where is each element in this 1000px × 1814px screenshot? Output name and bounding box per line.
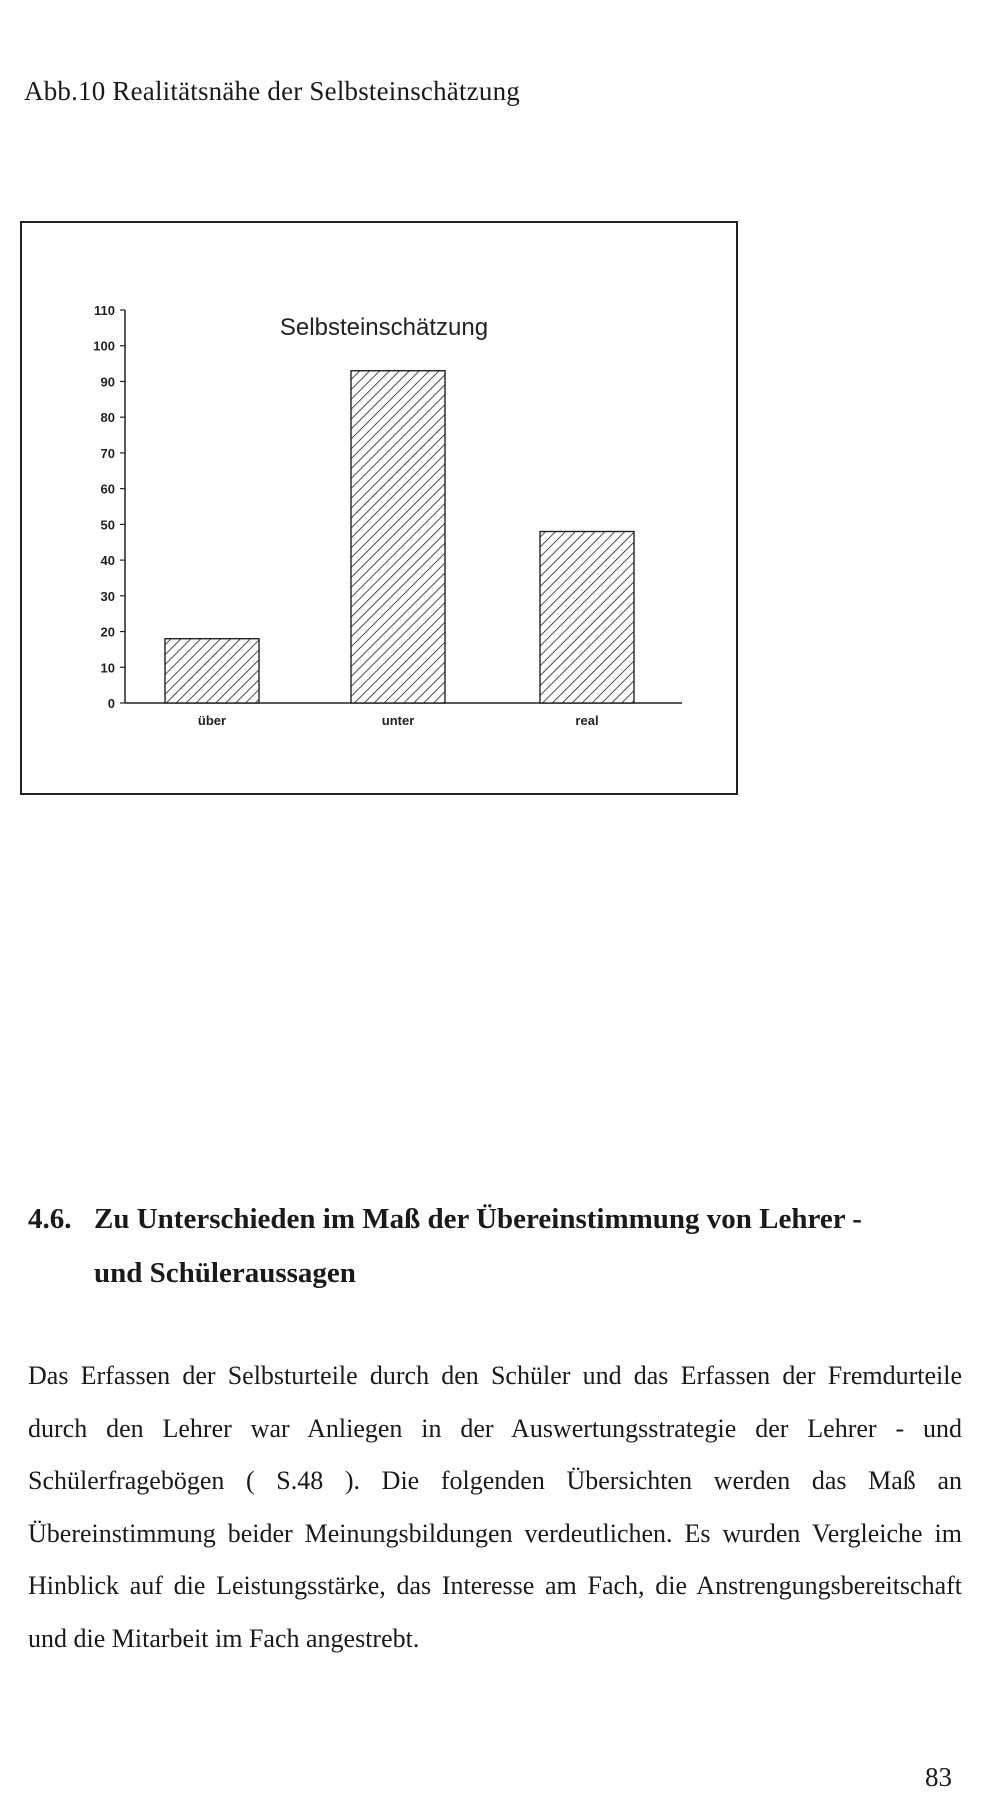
bar-über (165, 639, 259, 703)
x-tick-label: unter (381, 713, 415, 728)
bar-unter (351, 371, 445, 703)
y-tick-label: 10 (100, 660, 115, 676)
figure-caption: Abb.10 Realitätsnähe der Selbsteinschätzung (24, 76, 520, 106)
y-tick-label: 50 (100, 517, 115, 533)
section-number: 4.6. (28, 1203, 72, 1235)
section-title-line2: und Schüleraussagen (94, 1257, 356, 1289)
y-tick-label: 0 (107, 696, 115, 711)
bar-chart (22, 223, 736, 793)
y-tick-label: 30 (100, 588, 115, 604)
y-tick-label: 40 (100, 553, 115, 569)
bar-real (540, 532, 634, 703)
y-tick-label: 100 (93, 338, 115, 354)
x-tick-label: real (575, 713, 599, 728)
body-paragraph: Das Erfassen der Selbsturteile durch den Schüler und das Erfassen der Fremdurteile durch den Lehrer war Anliegen in der Auswertungsstrategie der Lehrer - und Schülerfragebögen ( S.48 ). Die folgenden Übersichten werden das Maß an Übereinstimmung beider Meinungsbildungen verdeutlichen. Es wurden Vergleiche im Hinblick auf die Leistungsstärke, das Interesse am Fach, die Anstrengungsbereitschaft und die Mitarbeit im Fach angestrebt. (28, 1361, 962, 1653)
y-tick-label: 90 (100, 374, 115, 390)
x-tick-label: über (197, 713, 227, 728)
section-heading-line1 (28, 1192, 968, 1246)
y-tick-label: 20 (100, 624, 115, 640)
y-tick-label: 110 (94, 303, 115, 318)
y-tick-label: 70 (100, 445, 115, 461)
page-number: 83 (925, 1762, 952, 1792)
section-title-line1: Zu Unterschieden im Maß der Übereinstimmung von Lehrer - (94, 1203, 862, 1235)
y-tick-label: 60 (100, 481, 115, 497)
y-tick-label: 80 (100, 410, 115, 426)
chart-title: Selbsteinschätzung (279, 314, 489, 341)
x-axis-labels (198, 713, 599, 728)
section-heading (28, 1192, 968, 1300)
chart-frame (20, 221, 738, 795)
bars (165, 371, 634, 703)
